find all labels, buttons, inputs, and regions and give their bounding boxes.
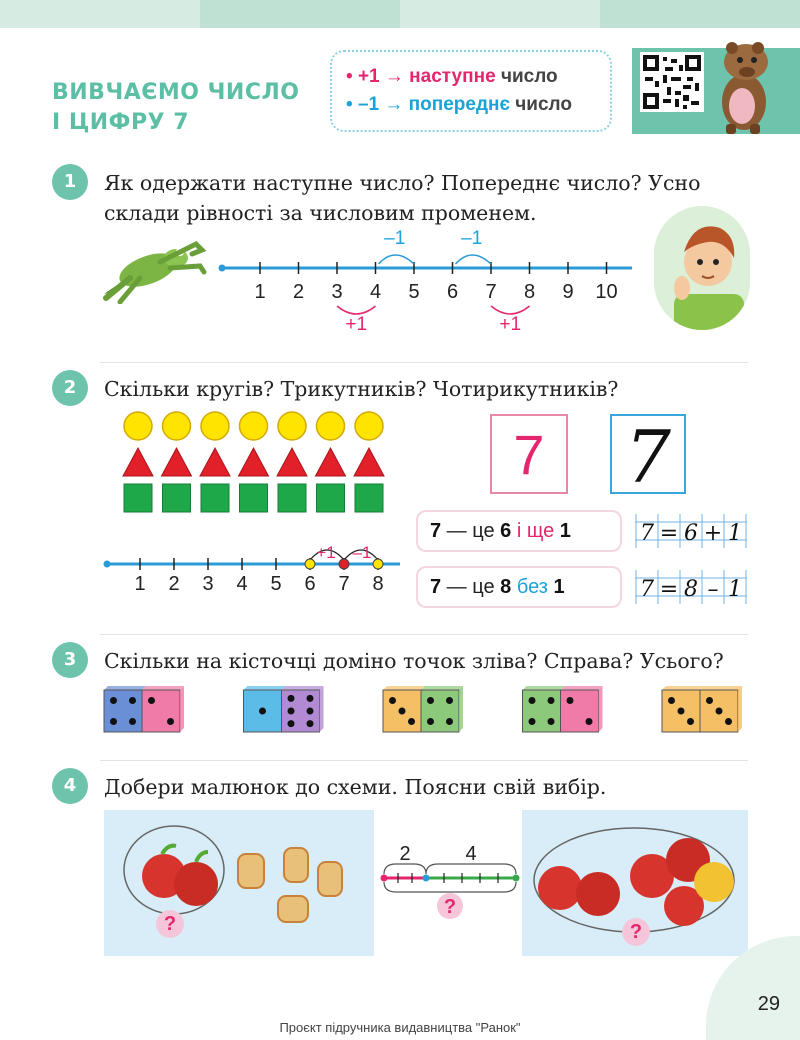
circle-shape xyxy=(240,412,268,440)
triangle-shape xyxy=(162,448,192,476)
eq-dash: — це xyxy=(441,520,501,542)
minus-arc xyxy=(379,255,415,264)
domino-pip xyxy=(725,718,732,725)
domino-pip xyxy=(716,708,723,715)
square-shape xyxy=(278,484,306,512)
rule-word-next: наступне xyxy=(409,66,496,87)
equation-plus xyxy=(418,512,620,550)
domino-side xyxy=(180,686,184,732)
task-1-line-2: склади рівності за числовим променем. xyxy=(104,201,537,225)
domino-top xyxy=(421,686,463,690)
rule-op-minus: –1 → xyxy=(357,94,404,115)
rule-op-plus: +1 → xyxy=(357,66,404,87)
domino-side xyxy=(599,686,603,732)
title-line-2: І ЦИФРУ 7 xyxy=(52,110,190,135)
domino-half xyxy=(523,690,561,732)
tick-label: 6 xyxy=(446,281,459,303)
task-1-text xyxy=(104,168,734,228)
domino-pip xyxy=(529,718,536,725)
domino-half xyxy=(104,690,142,732)
handwritten-char: 1 xyxy=(728,577,742,602)
domino-top xyxy=(662,686,704,690)
rule-next xyxy=(346,66,596,88)
tick-label: 7 xyxy=(485,281,497,303)
circle-shape xyxy=(317,412,345,440)
marker-7 xyxy=(339,559,349,569)
domino-pip xyxy=(288,708,295,715)
handwritten-char: 8 xyxy=(684,577,698,602)
eq-value: 1 xyxy=(559,520,571,542)
eq-word: без xyxy=(511,576,554,598)
domino-top xyxy=(142,686,184,690)
eq-value: 1 xyxy=(553,576,565,598)
domino-top xyxy=(523,686,565,690)
task-1-badge: 1 xyxy=(52,164,88,200)
tick-label: 5 xyxy=(270,573,282,595)
tick-label: 8 xyxy=(372,573,384,595)
minus-label: –1 xyxy=(352,543,372,562)
brace-right xyxy=(426,864,516,874)
plus-arc xyxy=(491,306,530,314)
tick-label: 7 xyxy=(338,573,350,595)
tick-label: 8 xyxy=(523,281,536,303)
domino-pip xyxy=(668,697,675,704)
plus-label: +1 xyxy=(316,543,336,562)
question-mark-left: ? xyxy=(156,910,184,938)
minus-label: –1 xyxy=(461,228,483,249)
domino-pip xyxy=(389,697,396,704)
rule-tail: число xyxy=(500,66,558,87)
handwritten-char: = xyxy=(659,577,679,602)
tick-label: 10 xyxy=(595,281,618,303)
bullet: • xyxy=(346,66,353,87)
number-line-2 xyxy=(100,534,406,598)
triangle-shape xyxy=(123,448,153,476)
tick-label: 2 xyxy=(292,281,305,303)
tick-label: 2 xyxy=(168,573,180,595)
domino-pip xyxy=(446,697,453,704)
circle-shape xyxy=(163,412,191,440)
domino-top xyxy=(244,686,286,690)
domino-pip xyxy=(408,718,415,725)
capybara-illustration xyxy=(712,36,782,136)
minus-arc xyxy=(456,255,492,264)
triangle-shape xyxy=(200,448,230,476)
domino-pip xyxy=(678,708,685,715)
domino-pip xyxy=(567,697,574,704)
tick-label: 5 xyxy=(408,281,420,303)
triangle-shape xyxy=(239,448,269,476)
axis-start-dot xyxy=(219,265,226,272)
domino-pip xyxy=(148,697,155,704)
question-mark-right: ? xyxy=(622,918,650,946)
domino-top xyxy=(282,686,324,690)
task-4-text: Добери малюнок до схеми. Поясни свій вибір. xyxy=(104,775,607,799)
domino-side xyxy=(459,686,463,732)
minus-label: –1 xyxy=(384,228,406,249)
rule-word-previous: попереднє xyxy=(408,94,510,115)
tick-label: 9 xyxy=(562,281,574,303)
tick-label: 4 xyxy=(236,573,248,595)
domino-pip xyxy=(548,718,555,725)
eq-value: 7 xyxy=(430,576,442,598)
domino-pip xyxy=(288,695,295,702)
handwritten-equation-1 xyxy=(634,510,750,552)
separator-1 xyxy=(100,362,748,363)
equation-minus xyxy=(418,568,620,606)
domino-pip xyxy=(427,718,434,725)
triangle-shape xyxy=(316,448,346,476)
task-3-badge: 3 xyxy=(52,642,88,678)
page-number: 29 xyxy=(757,993,780,1015)
square-shape xyxy=(201,484,229,512)
shapes-grid xyxy=(122,410,388,516)
circle-shape xyxy=(201,412,229,440)
header-stripe-4 xyxy=(600,0,800,28)
boy-illustration xyxy=(654,206,750,330)
dominoes-row xyxy=(100,684,752,736)
domino-pip xyxy=(307,720,314,727)
tick-label: 1 xyxy=(254,281,266,303)
domino-pip xyxy=(687,718,694,725)
picture-left[interactable] xyxy=(104,810,374,956)
domino-side xyxy=(320,686,324,732)
segment-end xyxy=(513,875,520,882)
plus-label: +1 xyxy=(499,314,522,335)
printed-digit-box: 7 xyxy=(490,414,568,494)
domino-half xyxy=(421,690,459,732)
separator-2 xyxy=(100,634,748,635)
square-shape xyxy=(240,484,268,512)
number-line-1 xyxy=(210,228,640,336)
rule-previous xyxy=(346,94,596,116)
domino-top xyxy=(700,686,742,690)
plus-arc xyxy=(337,306,376,314)
circle-shape xyxy=(124,412,152,440)
domino-pip xyxy=(129,718,136,725)
domino-side xyxy=(738,686,742,732)
marker-6 xyxy=(305,559,315,569)
task-2-badge: 2 xyxy=(52,370,88,406)
qr-code-icon[interactable] xyxy=(640,52,704,112)
square-shape xyxy=(355,484,383,512)
header-stripe-1 xyxy=(0,0,200,28)
domino-pip xyxy=(529,697,536,704)
domino-pip xyxy=(399,708,406,715)
title-line-1: ВИВЧАЄМО ЧИСЛО xyxy=(52,80,300,105)
domino-pip xyxy=(548,697,555,704)
handwritten-char: 7 xyxy=(640,521,654,546)
axis-start-dot xyxy=(104,561,111,568)
triangle-shape xyxy=(277,448,307,476)
square-shape xyxy=(163,484,191,512)
frog-illustration xyxy=(100,232,210,304)
handwritten-char: + xyxy=(703,521,723,546)
circle-shape xyxy=(278,412,306,440)
domino-pip xyxy=(446,718,453,725)
domino-pip xyxy=(586,718,593,725)
domino-top xyxy=(104,686,146,690)
handwritten-char: – xyxy=(707,577,719,602)
domino-pip xyxy=(427,697,434,704)
separator-3 xyxy=(100,760,748,761)
page-title xyxy=(52,78,302,138)
domino-half xyxy=(282,690,320,732)
domino-pip xyxy=(167,718,174,725)
rule-box xyxy=(330,50,612,132)
domino-pip xyxy=(110,718,117,725)
handwritten-char: = xyxy=(659,521,679,546)
domino-pip xyxy=(110,697,117,704)
domino-pip xyxy=(288,720,295,727)
segment-split xyxy=(423,875,430,882)
brace-bottom xyxy=(384,882,516,892)
tick-label: 3 xyxy=(202,573,214,595)
scheme-label-left: 2 xyxy=(399,843,411,865)
written-digit-box: 7 xyxy=(610,414,686,494)
domino-pip xyxy=(259,708,266,715)
task-3-text: Скільки на кісточці доміно точок зліва? Справа? Усього? xyxy=(104,649,724,673)
triangle-shape xyxy=(354,448,384,476)
domino-top xyxy=(561,686,603,690)
footer-text: Проєкт підручника видавництва "Ранок" xyxy=(279,1020,521,1035)
domino-top xyxy=(383,686,425,690)
handwritten-char: 1 xyxy=(728,521,742,546)
bullet: • xyxy=(346,94,353,115)
tick-label: 3 xyxy=(331,281,343,303)
tick-label: 6 xyxy=(304,573,316,595)
task-4-badge: 4 xyxy=(52,768,88,804)
eq-dash: — це xyxy=(441,576,501,598)
handwritten-char: 7 xyxy=(640,577,654,602)
question-mark: ? xyxy=(443,896,457,918)
domino-pip xyxy=(129,697,136,704)
task-1-line-1: Як одержати наступне число? Попереднє число? Усно xyxy=(104,171,701,195)
task-2-text: Скільки кругів? Трикутників? Чотирикутників? xyxy=(104,377,619,401)
marker-8 xyxy=(373,559,383,569)
domino-pip xyxy=(307,695,314,702)
eq-value: 6 xyxy=(500,520,512,542)
scheme-diagram xyxy=(378,842,522,922)
square-shape xyxy=(124,484,152,512)
handwritten-char: 6 xyxy=(684,521,698,546)
circle-shape xyxy=(355,412,383,440)
tick-label: 1 xyxy=(134,573,146,595)
domino-half xyxy=(561,690,599,732)
eq-value: 7 xyxy=(430,520,442,542)
segment-start xyxy=(381,875,388,882)
plus-label: +1 xyxy=(345,314,368,335)
eq-word: і ще xyxy=(511,520,560,542)
domino-half xyxy=(142,690,180,732)
handwritten-equation-2 xyxy=(634,566,750,608)
tick-label: 4 xyxy=(369,281,382,303)
rule-tail: число xyxy=(515,94,572,115)
header-stripe-3 xyxy=(400,0,600,28)
scheme-label-right: 4 xyxy=(465,843,477,865)
domino-pip xyxy=(706,697,713,704)
eq-value: 8 xyxy=(500,576,512,598)
square-shape xyxy=(317,484,345,512)
domino-pip xyxy=(307,708,314,715)
brace-left xyxy=(384,864,426,874)
header-stripe-2 xyxy=(200,0,400,28)
